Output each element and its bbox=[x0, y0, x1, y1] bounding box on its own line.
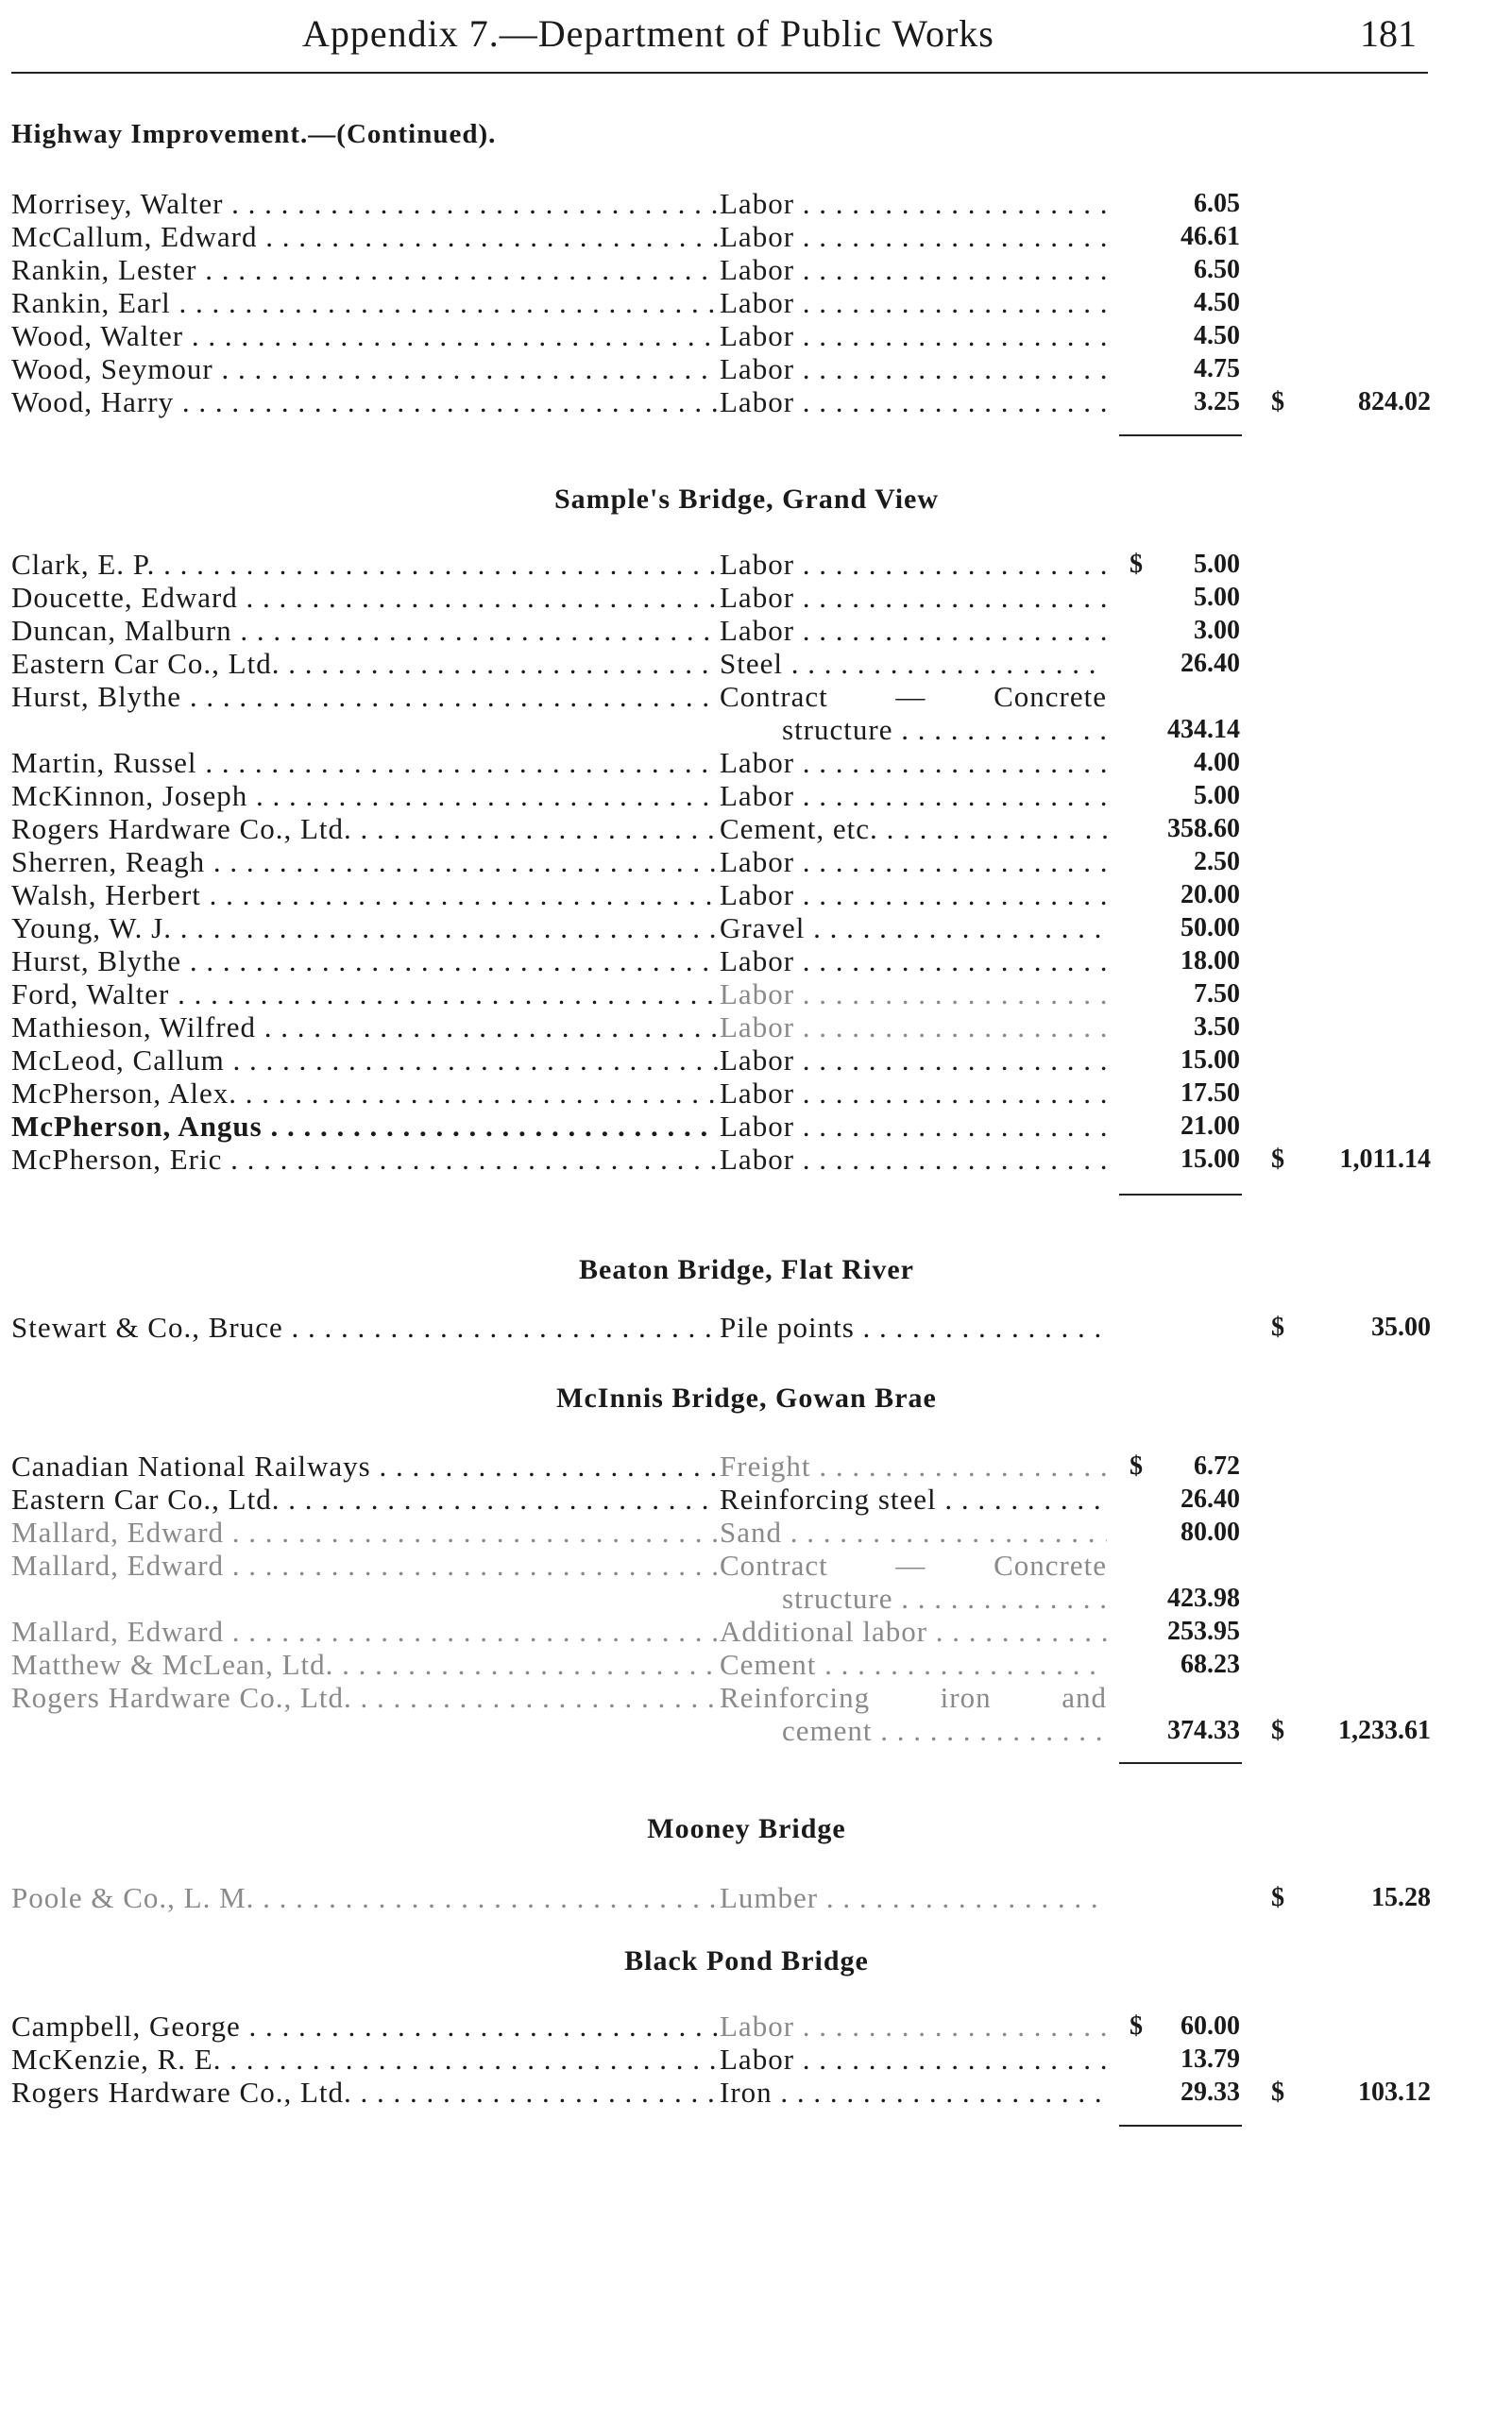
table-row bbox=[0, 1110, 1512, 1143]
item-amount: 15.00 bbox=[1181, 1145, 1240, 1174]
item-amount: 4.50 bbox=[1194, 288, 1240, 317]
item-description: Labor . . . bbox=[720, 977, 1107, 1010]
payee-name: Martin, Russel . . . bbox=[11, 746, 718, 779]
item-amount: 4.75 bbox=[1194, 354, 1240, 383]
item-description: Gravel . . . bbox=[720, 911, 1107, 944]
section-total: 1,233.61 bbox=[1338, 1716, 1431, 1745]
item-description: Labor . . . bbox=[720, 1077, 1107, 1110]
item-amount: 13.79 bbox=[1181, 2044, 1240, 2074]
sum-rule bbox=[1119, 1762, 1242, 1764]
item-description: Labor . . . bbox=[720, 1110, 1107, 1143]
table-row bbox=[0, 1516, 1512, 1549]
sum-rule bbox=[1119, 2125, 1242, 2127]
payee-name: Poole & Co., L. M. . . . bbox=[11, 1881, 718, 1914]
table-row bbox=[0, 779, 1512, 812]
item-description-continued: structure . . . bbox=[782, 1582, 1107, 1615]
section-title bbox=[0, 1383, 1512, 1415]
table-row bbox=[0, 2076, 1512, 2109]
item-amount: 60.00 bbox=[1181, 2011, 1240, 2041]
item-description: Labor . . . bbox=[720, 187, 1107, 220]
table-row bbox=[0, 911, 1512, 944]
continued-section-heading: Highway Improvement.—(Continued). bbox=[11, 119, 497, 149]
item-amount: 26.40 bbox=[1181, 1484, 1240, 1514]
table-row-continuation bbox=[0, 713, 1512, 746]
total-dollar-sign: $ bbox=[1271, 1716, 1284, 1745]
payee-name: Mallard, Edward . . . bbox=[11, 1615, 718, 1648]
item-amount: 5.00 bbox=[1194, 550, 1240, 579]
item-description-continued: cement . . . bbox=[782, 1714, 1107, 1747]
table-row bbox=[0, 1648, 1512, 1681]
amount-dollar-sign: $ bbox=[1130, 1451, 1143, 1481]
payee-name: Canadian National Railways . . . bbox=[11, 1450, 718, 1483]
table-row bbox=[0, 878, 1512, 911]
section-title-text: McInnis Bridge, Gowan Brae bbox=[556, 1383, 937, 1414]
section-title bbox=[0, 483, 1512, 516]
table-row bbox=[0, 1043, 1512, 1077]
item-description: Labor . . . bbox=[720, 944, 1107, 977]
section-title-text: Mooney Bridge bbox=[647, 1813, 846, 1844]
item-amount: 6.72 bbox=[1194, 1451, 1240, 1481]
item-amount: 423.98 bbox=[1167, 1584, 1240, 1613]
payee-name: Mathieson, Wilfred . . . bbox=[11, 1010, 718, 1043]
payee-name: McPherson, Eric . . . bbox=[11, 1143, 718, 1176]
payee-name: Hurst, Blythe . . . bbox=[11, 680, 718, 713]
table-row bbox=[0, 1681, 1512, 1714]
item-description: Steel . . . bbox=[720, 647, 1107, 680]
item-description: Pile points . . . bbox=[720, 1311, 1107, 1344]
table-row bbox=[0, 1450, 1512, 1483]
payee-name: Wood, Seymour . . . bbox=[11, 352, 718, 385]
item-description: Sand . . . bbox=[720, 1516, 1107, 1549]
section-total: 1,011.14 bbox=[1339, 1145, 1431, 1174]
table-row bbox=[0, 1483, 1512, 1516]
sum-rule bbox=[1119, 1194, 1242, 1196]
table-row bbox=[0, 680, 1512, 713]
item-description: Labor . . . bbox=[720, 614, 1107, 647]
total-dollar-sign: $ bbox=[1271, 1313, 1284, 1342]
item-amount: 46.61 bbox=[1181, 222, 1240, 251]
item-description: Labor . . . bbox=[720, 581, 1107, 614]
item-description: Labor . . . bbox=[720, 1010, 1107, 1043]
payee-name: Rankin, Earl . . . bbox=[11, 286, 718, 319]
item-description: Cement, etc. . . . bbox=[720, 812, 1107, 845]
table-row bbox=[0, 286, 1512, 319]
payee-name: Stewart & Co., Bruce . . . bbox=[11, 1311, 718, 1344]
table-row bbox=[0, 548, 1512, 581]
item-description: Labor . . . bbox=[720, 352, 1107, 385]
item-description: Additional labor . . . bbox=[720, 1615, 1107, 1648]
item-amount: 253.95 bbox=[1167, 1617, 1240, 1646]
item-description: Contract — Concrete bbox=[720, 1549, 1107, 1582]
table-row bbox=[0, 944, 1512, 977]
payee-name: Rankin, Lester . . . bbox=[11, 253, 718, 286]
payee-name: Wood, Walter . . . bbox=[11, 319, 718, 352]
table-row bbox=[0, 385, 1512, 418]
table-row bbox=[0, 977, 1512, 1010]
table-row bbox=[0, 1881, 1512, 1914]
payee-name: McKinnon, Joseph . . . bbox=[11, 779, 718, 812]
section-title bbox=[0, 1945, 1512, 1977]
table-row bbox=[0, 1010, 1512, 1043]
payee-name: McLeod, Callum . . . bbox=[11, 1043, 718, 1077]
amount-dollar-sign: $ bbox=[1130, 550, 1143, 579]
item-amount: 5.00 bbox=[1194, 781, 1240, 810]
table-row bbox=[0, 220, 1512, 253]
item-amount: 434.14 bbox=[1167, 715, 1240, 744]
section-total: 103.12 bbox=[1358, 2078, 1431, 2107]
item-amount: 6.50 bbox=[1194, 255, 1240, 284]
table-row bbox=[0, 1077, 1512, 1110]
item-amount: 4.50 bbox=[1194, 321, 1240, 350]
item-amount: 3.00 bbox=[1194, 616, 1240, 645]
table-row bbox=[0, 1311, 1512, 1344]
table-row bbox=[0, 647, 1512, 680]
table-row bbox=[0, 812, 1512, 845]
payee-name: Eastern Car Co., Ltd. . . . bbox=[11, 1483, 718, 1516]
table-row bbox=[0, 187, 1512, 220]
item-amount: 20.00 bbox=[1181, 880, 1240, 909]
table-row bbox=[0, 352, 1512, 385]
item-amount: 3.50 bbox=[1194, 1012, 1240, 1042]
item-amount: 5.00 bbox=[1194, 583, 1240, 612]
item-description: Labor . . . bbox=[720, 253, 1107, 286]
payee-name: Mallard, Edward . . . bbox=[11, 1516, 718, 1549]
payee-name: Rogers Hardware Co., Ltd. . . . bbox=[11, 1681, 718, 1714]
payee-name: McPherson, Alex. . . . bbox=[11, 1077, 718, 1110]
item-description: Reinforcing steel . . . bbox=[720, 1483, 1107, 1516]
payee-name: McCallum, Edward . . . bbox=[11, 220, 718, 253]
section-total: 824.02 bbox=[1358, 387, 1431, 416]
section-title bbox=[0, 1813, 1512, 1845]
payee-name: Duncan, Malburn . . . bbox=[11, 614, 718, 647]
table-row bbox=[0, 2043, 1512, 2076]
item-description: Labor . . . bbox=[720, 746, 1107, 779]
item-description: Reinforcing iron and bbox=[720, 1681, 1107, 1714]
item-description-continued: structure . . . bbox=[782, 713, 1107, 746]
item-description: Labor . . . bbox=[720, 220, 1107, 253]
table-row bbox=[0, 2010, 1512, 2043]
item-description: Labor . . . bbox=[720, 1043, 1107, 1077]
table-row-continuation bbox=[0, 1582, 1512, 1615]
section-title-text: Black Pond Bridge bbox=[624, 1945, 869, 1976]
payee-name: Clark, E. P. . . . bbox=[11, 548, 718, 581]
table-row-continuation bbox=[0, 1714, 1512, 1747]
item-amount: 4.00 bbox=[1194, 748, 1240, 777]
header-rule bbox=[11, 72, 1428, 74]
item-description: Cement . . . bbox=[720, 1648, 1107, 1681]
item-description: Iron . . . bbox=[720, 2076, 1107, 2109]
payee-name: Rogers Hardware Co., Ltd. . . . bbox=[11, 812, 718, 845]
item-description: Labor . . . bbox=[720, 845, 1107, 878]
section-total: 15.28 bbox=[1371, 1883, 1431, 1912]
payee-name: McKenzie, R. E. . . . bbox=[11, 2043, 718, 2076]
item-description: Labor . . . bbox=[720, 319, 1107, 352]
item-amount: 50.00 bbox=[1181, 913, 1240, 942]
payee-name: Rogers Hardware Co., Ltd. . . . bbox=[11, 2076, 718, 2109]
total-dollar-sign: $ bbox=[1271, 1883, 1284, 1912]
payee-name: Morrisey, Walter . . . bbox=[11, 187, 718, 220]
table-row bbox=[0, 1143, 1512, 1176]
section-title-text: Beaton Bridge, Flat River bbox=[579, 1254, 914, 1285]
payee-name: Matthew & McLean, Ltd. . . . bbox=[11, 1648, 718, 1681]
item-amount: 68.23 bbox=[1181, 1650, 1240, 1679]
page-header-title: Appendix 7.—Department of Public Works bbox=[302, 12, 994, 55]
item-description: Lumber . . . bbox=[720, 1881, 1107, 1914]
item-description: Labor . . . bbox=[720, 2043, 1107, 2076]
item-description: Labor . . . bbox=[720, 548, 1107, 581]
table-row bbox=[0, 746, 1512, 779]
item-description: Labor . . . bbox=[720, 385, 1107, 418]
item-description: Labor . . . bbox=[720, 286, 1107, 319]
page-number: 181 bbox=[1360, 12, 1417, 55]
table-row bbox=[0, 845, 1512, 878]
section-title-text: Sample's Bridge, Grand View bbox=[553, 483, 940, 515]
payee-name: Mallard, Edward . . . bbox=[11, 1549, 718, 1582]
item-description: Freight . . . bbox=[720, 1450, 1107, 1483]
payee-name: Walsh, Herbert . . . bbox=[11, 878, 718, 911]
item-amount: 21.00 bbox=[1181, 1111, 1240, 1141]
payee-name: McPherson, Angus . . . bbox=[11, 1110, 718, 1143]
sum-rule bbox=[1119, 434, 1242, 436]
total-dollar-sign: $ bbox=[1271, 2078, 1284, 2107]
payee-name: Young, W. J. . . . bbox=[11, 911, 718, 944]
table-row bbox=[0, 1615, 1512, 1648]
payee-name: Hurst, Blythe . . . bbox=[11, 944, 718, 977]
section-total: 35.00 bbox=[1371, 1313, 1431, 1342]
item-amount: 374.33 bbox=[1167, 1716, 1240, 1745]
item-amount: 3.25 bbox=[1194, 387, 1240, 416]
item-amount: 6.05 bbox=[1194, 189, 1240, 218]
table-row bbox=[0, 614, 1512, 647]
payee-name: Wood, Harry . . . bbox=[11, 385, 718, 418]
item-description: Contract — Concrete bbox=[720, 680, 1107, 713]
item-amount: 18.00 bbox=[1181, 946, 1240, 975]
item-description: Labor . . . bbox=[720, 779, 1107, 812]
table-row bbox=[0, 581, 1512, 614]
item-amount: 17.50 bbox=[1181, 1078, 1240, 1108]
table-row bbox=[0, 253, 1512, 286]
item-amount: 15.00 bbox=[1181, 1045, 1240, 1075]
item-description: Labor . . . bbox=[720, 2010, 1107, 2043]
item-amount: 26.40 bbox=[1181, 649, 1240, 678]
item-amount: 358.60 bbox=[1167, 814, 1240, 843]
total-dollar-sign: $ bbox=[1271, 1145, 1284, 1174]
payee-name: Sherren, Reagh . . . bbox=[11, 845, 718, 878]
payee-name: Campbell, George . . . bbox=[11, 2010, 718, 2043]
total-dollar-sign: $ bbox=[1271, 387, 1284, 416]
payee-name: Doucette, Edward . . . bbox=[11, 581, 718, 614]
payee-name: Ford, Walter . . . bbox=[11, 977, 718, 1010]
item-description: Labor . . . bbox=[720, 1143, 1107, 1176]
payee-name: Eastern Car Co., Ltd. . . . bbox=[11, 647, 718, 680]
item-amount: 29.33 bbox=[1181, 2078, 1240, 2107]
item-amount: 7.50 bbox=[1194, 979, 1240, 1009]
item-amount: 2.50 bbox=[1194, 847, 1240, 876]
item-description: Labor . . . bbox=[720, 878, 1107, 911]
section-title bbox=[0, 1254, 1512, 1286]
table-row bbox=[0, 319, 1512, 352]
table-row bbox=[0, 1549, 1512, 1582]
item-amount: 80.00 bbox=[1181, 1518, 1240, 1547]
amount-dollar-sign: $ bbox=[1130, 2011, 1143, 2041]
